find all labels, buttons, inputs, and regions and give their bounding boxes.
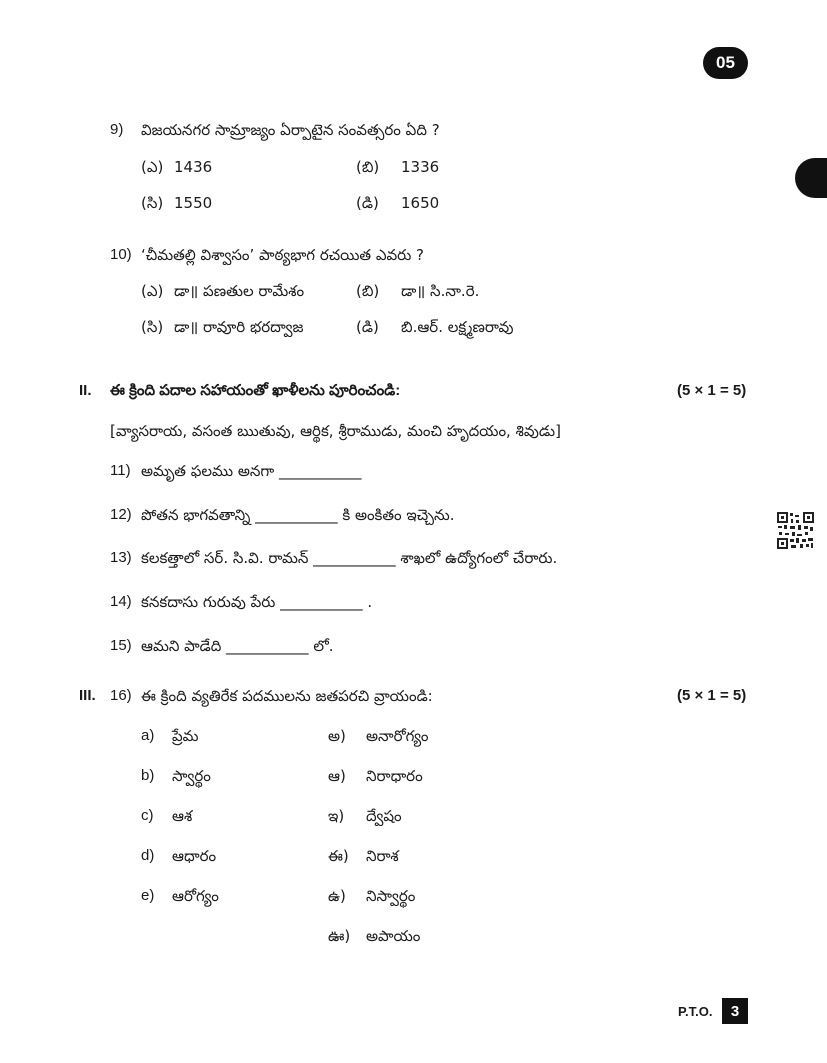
section-3-title: ఈ క్రింది వ్యతిరేక పదములను జతపరచి వ్రాయండి: bbox=[141, 687, 433, 705]
match-left-b-text: స్వార్థం bbox=[172, 767, 211, 785]
match-left-e-text: ఆరోగ్యం bbox=[172, 887, 219, 905]
question-10-number: 10) bbox=[110, 246, 132, 263]
q9-option-b-label: (బి) bbox=[356, 158, 380, 176]
question-15-number: 15) bbox=[110, 637, 132, 654]
match-right-1-text: అనారోగ్యం bbox=[366, 727, 429, 745]
match-right-4-text: నిరాశ bbox=[366, 847, 399, 865]
question-11-number: 11) bbox=[110, 462, 131, 479]
q10-option-d-text: బి.ఆర్. లక్ష్మణరావు bbox=[401, 318, 514, 336]
match-right-6-label: ఊ) bbox=[328, 927, 351, 945]
question-9-number: 9) bbox=[110, 121, 124, 138]
question-11-text: అమృత ఫలము అనగా ___________ bbox=[141, 462, 362, 480]
section-2-numeral: II. bbox=[79, 382, 92, 399]
question-14-text: కనకదాసు గురువు పేరు ___________ . bbox=[141, 593, 373, 611]
q9-option-c-label: (సి) bbox=[141, 194, 164, 212]
paper-code-badge: 05 bbox=[703, 47, 748, 79]
match-left-d-text: ఆధారం bbox=[172, 847, 217, 865]
match-right-6-text: అపాయం bbox=[366, 927, 421, 945]
match-right-2-label: ఆ) bbox=[328, 767, 346, 785]
match-left-a-text: ప్రేమ bbox=[172, 727, 199, 745]
pto-label: P.T.O. bbox=[678, 1004, 713, 1019]
q9-option-d-text: 1650 bbox=[401, 194, 440, 212]
q9-option-b-text: 1336 bbox=[401, 158, 440, 176]
qr-code bbox=[777, 512, 814, 549]
match-right-4-label: ఈ) bbox=[328, 847, 349, 865]
question-12-text: పోతన భాగవతాన్ని ___________ కి అంకితం ఇచ్చెను. bbox=[141, 506, 455, 524]
word-bank: [వ్యాసరాయ, వసంత ఋతువు, ఆర్థిక, శ్రీరాముడు, మంచి హృదయం, శివుడు] bbox=[110, 422, 561, 440]
section-2-marks: (5 × 1 = 5) bbox=[677, 382, 747, 399]
q10-option-d-label: (డి) bbox=[356, 318, 379, 336]
q9-option-a-text: 1436 bbox=[174, 158, 213, 176]
match-left-e-label: e) bbox=[141, 887, 155, 904]
q10-option-c-label: (సి) bbox=[141, 318, 164, 336]
match-right-3-text: ద్వేషం bbox=[366, 807, 402, 825]
match-right-2-text: నిరాధారం bbox=[366, 767, 423, 785]
q10-option-a-label: (ఎ) bbox=[141, 282, 164, 300]
page-number: 3 bbox=[722, 998, 748, 1024]
match-left-d-label: d) bbox=[141, 847, 155, 864]
match-right-5-text: నిస్వార్థం bbox=[366, 887, 416, 905]
question-9-text: విజయనగర సామ్రాజ్యం ఏర్పాటైన సంవత్సరం ఏది ? bbox=[141, 121, 440, 139]
question-13-number: 13) bbox=[110, 549, 132, 566]
section-3-marks: (5 × 1 = 5) bbox=[677, 687, 747, 704]
question-10-text: ‘చీమతల్లి విశ్వాసం’ పాఠ్యభాగ రచయిత ఎవరు ? bbox=[141, 246, 424, 264]
match-right-3-label: ఇ) bbox=[328, 807, 345, 825]
q9-option-c-text: 1550 bbox=[174, 194, 213, 212]
q10-option-c-text: డా॥ రావూరి భరద్వాజ bbox=[174, 318, 304, 336]
q10-option-a-text: డా॥ పణతుల రామేశం bbox=[174, 282, 305, 300]
q9-option-d-label: (డి) bbox=[356, 194, 379, 212]
match-right-5-label: ఉ) bbox=[328, 887, 346, 905]
question-14-number: 14) bbox=[110, 593, 132, 610]
match-left-a-label: a) bbox=[141, 727, 155, 744]
q9-option-a-label: (ఎ) bbox=[141, 158, 164, 176]
match-left-b-label: b) bbox=[141, 767, 155, 784]
question-12-number: 12) bbox=[110, 506, 132, 523]
match-right-1-label: అ) bbox=[328, 727, 346, 745]
q10-option-b-label: (బి) bbox=[356, 282, 380, 300]
side-tab-marker bbox=[795, 158, 827, 198]
q10-option-b-text: డా॥ సి.నా.రె. bbox=[401, 282, 480, 300]
question-16-number: 16) bbox=[110, 687, 132, 704]
question-15-text: ఆమని పాడేది ___________ లో. bbox=[141, 637, 334, 655]
match-left-c-text: ఆశ bbox=[172, 807, 193, 825]
section-3-numeral: III. bbox=[79, 687, 96, 704]
section-2-title: ఈ క్రింది పదాల సహాయంతో ఖాళీలను పూరించండి: bbox=[110, 382, 401, 399]
match-left-c-label: c) bbox=[141, 807, 154, 824]
question-13-text: కలకత్తాలో సర్. సి.వి. రామన్ ___________ శాఖలో ఉద్యోగంలో చేరారు. bbox=[141, 549, 558, 567]
